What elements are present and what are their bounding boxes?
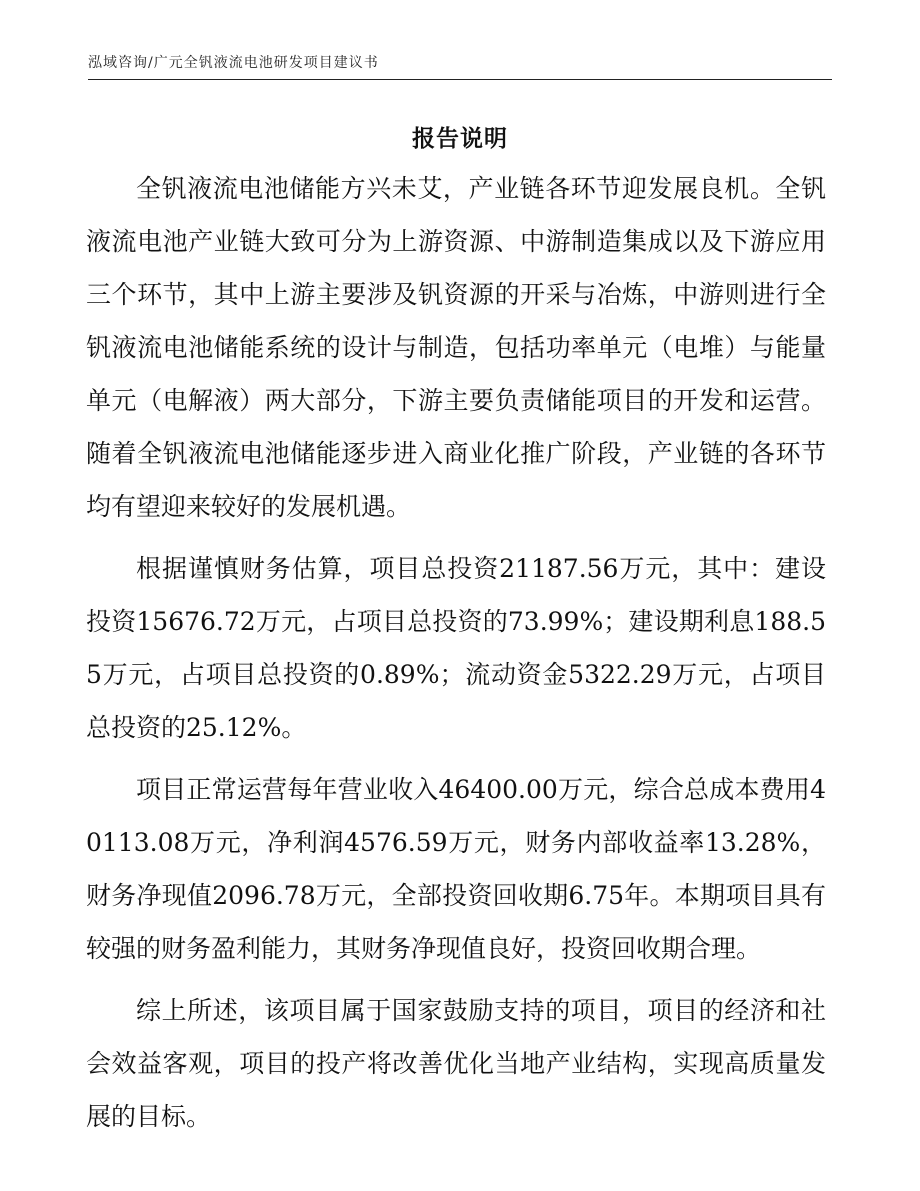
paragraph-operating-returns: 项目正常运营每年营业收入46400.00万元，综合总成本费用40113.08万元，净利润4576.59万元，财务内部收益率13.28%，财务净现值2096.78万元，全部投资回收期6.75年。本期项目具有较强的财务盈利能力，其财务净现值良好，投资回收期合理。 [86, 775, 826, 963]
paragraph-industry-overview: 全钒液流电池储能方兴未艾，产业链各环节迎发展良机。全钒液流电池产业链大致可分为上游资源、中游制造集成以及下游应用三个环节，其中上游主要涉及钒资源的开采与冶炼，中游则进行全钒液流电池储能系统的设计与制造，包括功率单元（电堆）与能量单元（电解液）两大部分，下游主要负责储能项目的开发和运营。随着全钒液流电池储能逐步进入商业化推广阶段，产业链的各环节均有望迎来较好的发展机遇。 [86, 174, 826, 521]
running-header: 泓域咨询/广元全钒液流电池研发项目建议书 [88, 55, 379, 71]
header-divider [88, 79, 832, 80]
paragraph-investment-estimate: 根据谨慎财务估算，项目总投资21187.56万元，其中：建设投资15676.72万元，占项目总投资的73.99%；建设期利息188.55万元，占项目总投资的0.89%；流动资金5322.29万元，占项目总投资的25.12%。 [86, 554, 826, 742]
paragraph-conclusion: 综上所述，该项目属于国家鼓励支持的项目，项目的经济和社会效益客观，项目的投产将改善优化当地产业结构，实现高质量发展的目标。 [86, 996, 826, 1131]
body-text [86, 162, 826, 1152]
page-title: 报告说明 [412, 125, 508, 152]
